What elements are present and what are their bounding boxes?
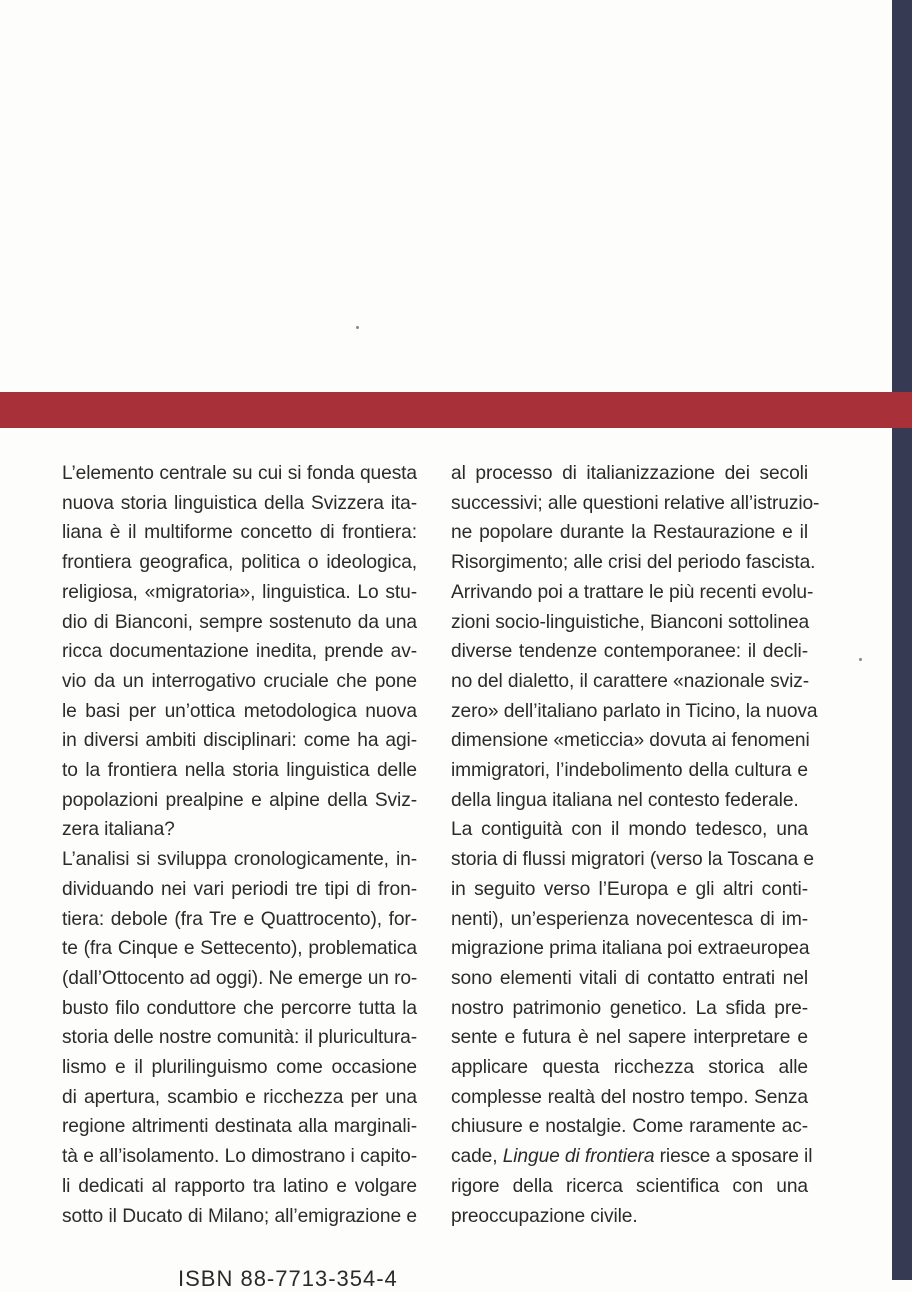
text-line: sotto il Ducato di Milano; all’emigrazione e [62,1205,417,1227]
text-line: della lingua italiana nel contesto federale. [451,789,799,811]
text-line: nuova storia linguistica della Svizzera ita- [62,492,417,514]
book-spine-edge [892,0,912,1280]
text-line: complesse realtà del nostro tempo. Senza [451,1086,808,1108]
text-line: al processo di italianizzazione dei secoli [451,463,808,484]
text-line: L’elemento centrale su cui si fonda questa [62,463,417,484]
text-line: di apertura, scambio e ricchezza per una [62,1086,417,1108]
text-line: successivi; alle questioni relative all’istruzio- [451,492,820,514]
paper-speck [859,658,862,661]
text-line: no del dialetto, il carattere «nazionale sviz- [451,670,810,692]
text-column-left [62,459,417,1231]
text-line: nostro patrimonio genetico. La sfida pre- [451,997,808,1019]
text-line: ne popolare durante la Restaurazione e il [451,522,808,544]
paper-speck [356,326,359,329]
text-line: vio da un interrogativo cruciale che pone [62,670,417,692]
text-line: busto filo conduttore che percorre tutta la [62,997,417,1019]
text-line: liana è il multiforme concetto di frontiera: [62,522,417,544]
text-line-with-title [451,1142,813,1172]
text-line: sono elementi vitali di contatto entrati nel [451,967,808,989]
text-line: storia di flussi migratori (verso la Toscana e [451,849,814,871]
text-line: (dall’Ottocento ad oggi). Ne emerge un ro- [62,967,418,989]
text-line: dio di Bianconi, sempre sostenuto da una [62,611,417,633]
text-line: dividuando nei vari periodi tre tipi di fron- [62,878,417,900]
text-line: storia delle nostre comunità: il pluricultura- [62,1027,417,1049]
text-line: diverse tendenze contemporanee: il decli- [451,641,808,663]
text-line: migrazione prima italiana poi extraeuropea [451,938,810,960]
red-decorative-band [0,392,912,428]
text-line: chiusure e nostalgie. Come raramente ac- [451,1116,808,1138]
text-line: immigratori, l’indebolimento della cultura e [451,760,808,782]
text-line: sente e futura è nel sapere interpretare e [451,1027,808,1049]
text-line: li dedicati al rapporto tra latino e volgare [62,1175,417,1197]
text-column-right [451,459,820,1231]
text-segment: riesce a sposare il [659,1146,813,1168]
text-line: La contiguità con il mondo tedesco, una [451,819,808,841]
text-line: popolazioni prealpine e alpine della Sviz- [62,789,417,811]
text-line: Arrivando poi a trattare le più recenti evolu- [451,581,814,603]
text-line: preoccupazione civile. [451,1205,638,1227]
text-line: in seguito verso l’Europa e gli altri conti- [451,878,808,900]
isbn-number: ISBN 88-7713-354-4 [178,1266,398,1291]
text-line: rigore della ricerca scientifica con una [451,1175,808,1197]
text-line: frontiera geografica, politica o ideologica, [62,552,417,574]
text-line: to la frontiera nella storia linguistica delle [62,760,417,782]
text-line: te (fra Cinque e Settecento), problematica [62,938,417,960]
text-line: zera italiana? [62,819,175,841]
text-line: religiosa, «migratoria», linguistica. Lo stu- [62,581,417,603]
text-line: tiera: debole (fra Tre e Quattrocento), for- [62,908,417,930]
text-line: applicare questa ricchezza storica alle [451,1057,808,1079]
book-title-italic: Lingue di frontiera [502,1146,655,1168]
text-line: in diversi ambiti disciplinari: come ha agi- [62,730,417,752]
text-line: L’analisi si sviluppa cronologicamente, in- [62,849,417,871]
text-line: tà e all’isolamento. Lo dimostrano i capito- [62,1146,417,1168]
text-line: le basi per un’ottica metodologica nuova [62,700,417,722]
text-line: nenti), un’esperienza novecentesca di im- [451,908,808,930]
text-line: Risorgimento; alle crisi del periodo fascista. [451,552,816,574]
text-line: zioni socio-linguistiche, Bianconi sottolinea [451,611,810,633]
text-line: lismo e il plurilinguismo come occasione [62,1057,417,1079]
text-line: zero» dell’italiano parlato in Ticino, la nuova [451,700,818,722]
text-segment: cade, [451,1146,498,1168]
text-line: dimensione «meticcia» dovuta ai fenomeni [451,730,810,752]
text-line: ricca documentazione inedita, prende av- [62,641,417,663]
text-line: regione altrimenti destinata alla marginali- [62,1116,417,1138]
